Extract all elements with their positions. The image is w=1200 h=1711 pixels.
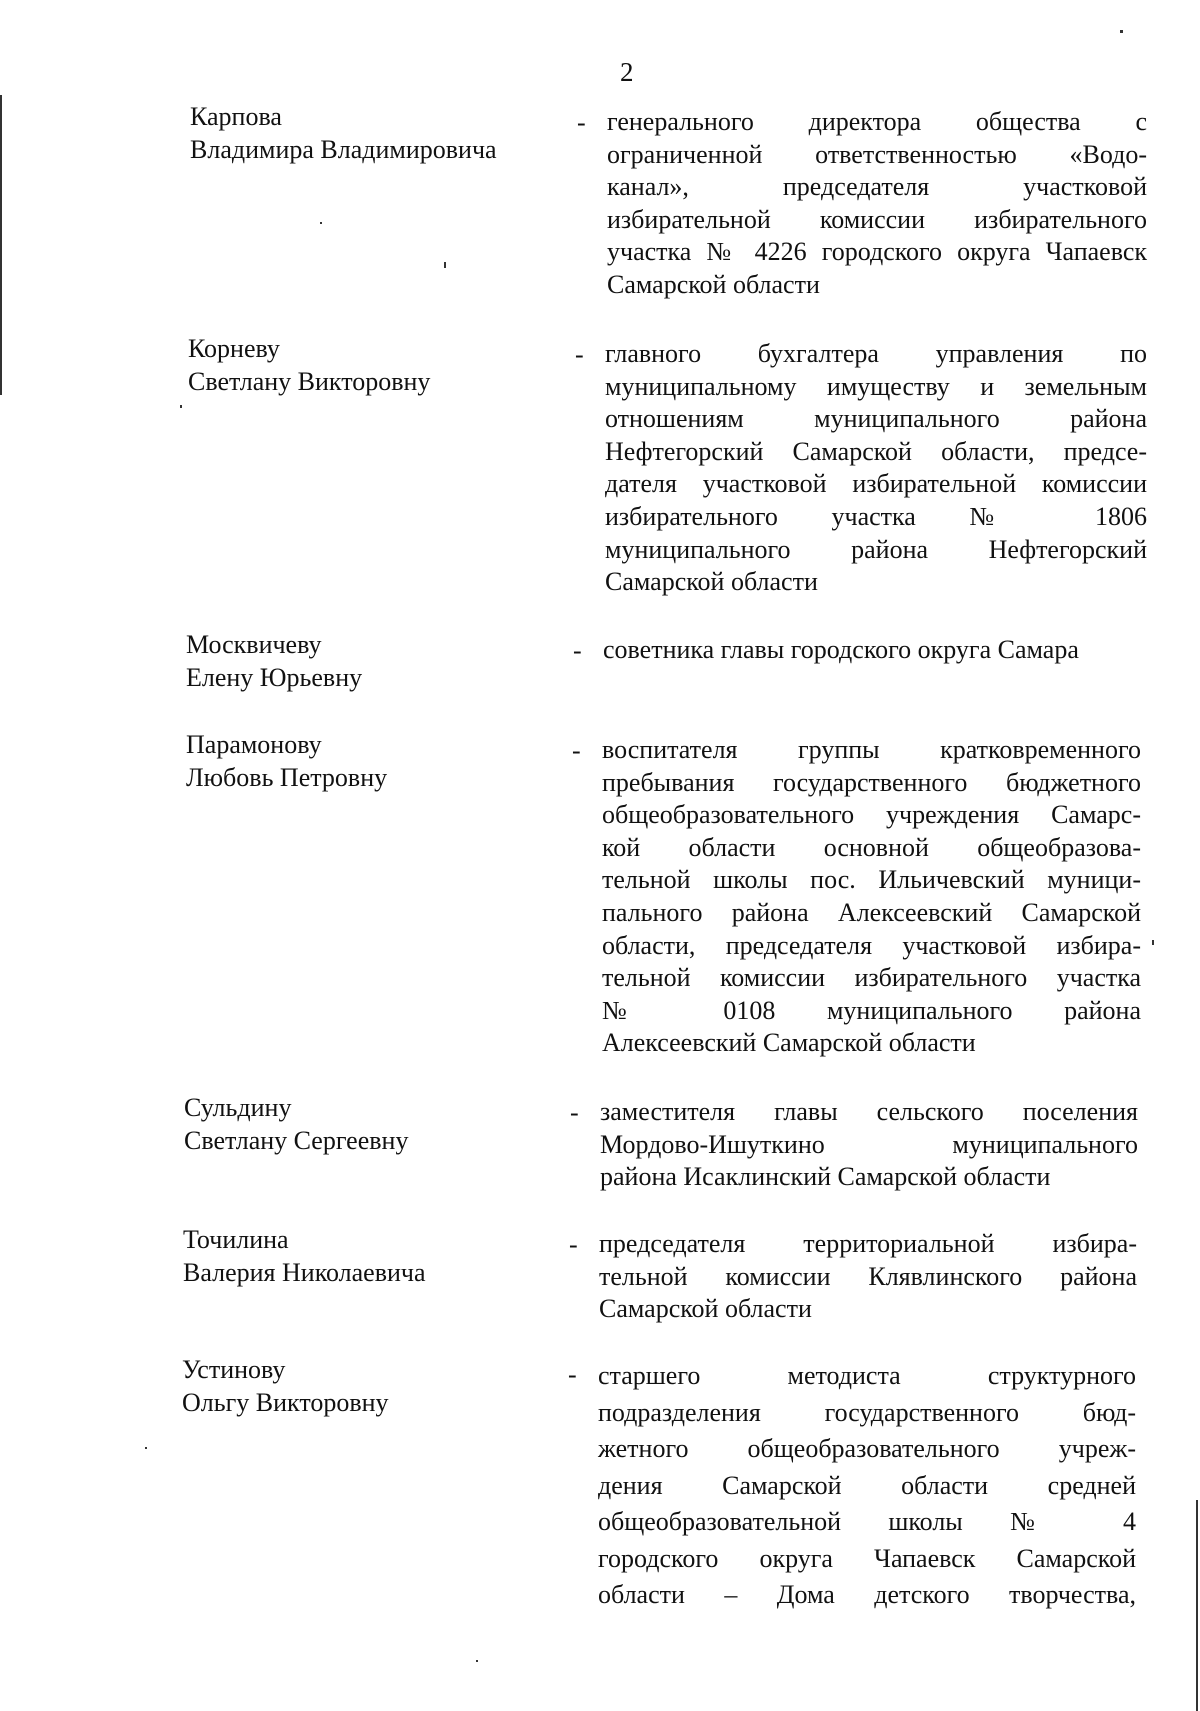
dash-separator: - xyxy=(573,636,582,665)
appointee-name xyxy=(183,1223,426,1289)
position-line: тельной комиссии Клявлинского района xyxy=(599,1261,1137,1291)
appointee-name xyxy=(190,100,497,166)
position-line: председателя территориальной избира- xyxy=(599,1229,1137,1258)
position-line: пального района Алексеевский Самарской xyxy=(602,897,1141,927)
surname: Парамонову xyxy=(186,730,322,759)
surname: Корневу xyxy=(188,334,280,363)
position-line: муниципального района Нефтегорский xyxy=(605,534,1147,564)
surname: Карпова xyxy=(190,102,282,131)
given-names: Светлану Сергеевну xyxy=(184,1126,409,1155)
position-line: участка № 4226 городского округа Чапаевск xyxy=(607,237,1147,267)
appointee-name xyxy=(186,728,387,794)
appointee-name xyxy=(182,1353,389,1419)
position-line: Самарской области xyxy=(607,269,820,299)
position-line: общеобразовательного учреждения Самарс- xyxy=(602,800,1141,830)
appointee-position xyxy=(605,338,1147,599)
given-names: Елену Юрьевну xyxy=(186,663,363,692)
scan-speck xyxy=(444,262,446,268)
dash-separator: - xyxy=(572,736,581,765)
scan-speck xyxy=(1120,30,1123,33)
given-names: Светлану Викторовну xyxy=(188,367,431,396)
dash-separator: - xyxy=(570,1098,579,1127)
position-line: муниципальному имуществу и земельным xyxy=(605,371,1147,401)
position-line: области, председателя участковой избира- xyxy=(602,930,1141,960)
given-names: Любовь Петровну xyxy=(186,763,388,792)
appointee-position xyxy=(607,106,1147,302)
position-line: пребывания государственного бюджетного xyxy=(602,767,1141,797)
given-names: Владимира Владимировича xyxy=(190,135,497,164)
position-line: ограниченной ответственностью «Водо- xyxy=(607,139,1147,169)
position-line: избирательного участка № 1806 xyxy=(605,501,1147,531)
position-line: отношениям муниципального района xyxy=(605,404,1147,434)
position-line: Самарской области xyxy=(599,1294,812,1324)
surname: Сульдину xyxy=(184,1093,292,1122)
position-line: избирательной комиссии избирательного xyxy=(607,204,1147,234)
position-line: дения Самарской области средней xyxy=(598,1470,1136,1500)
position-line: старшего методиста структурного xyxy=(598,1361,1136,1390)
appointee-name xyxy=(188,332,430,398)
page-number: 2 xyxy=(620,57,634,87)
position-line: Алексеевский Самарской области xyxy=(602,1028,976,1058)
appointee-position xyxy=(603,634,1143,667)
dash-separator: - xyxy=(568,1360,577,1389)
scan-edge-line xyxy=(1196,1500,1198,1711)
position-line: дателя участковой избирательной комиссии xyxy=(605,469,1147,499)
scan-speck xyxy=(180,405,182,408)
position-line: советника главы городского округа Самара xyxy=(603,635,1079,664)
position-line: Самарской области xyxy=(605,567,818,597)
appointee-name xyxy=(184,1091,408,1157)
appointee-position xyxy=(599,1228,1137,1326)
scan-speck xyxy=(320,222,322,224)
position-line: подразделения государственного бюд- xyxy=(598,1397,1136,1427)
scan-speck xyxy=(145,1447,147,1449)
position-line: общеобразовательной школы № 4 xyxy=(598,1507,1136,1536)
dash-separator: - xyxy=(575,340,584,369)
scan-edge-line xyxy=(0,95,2,395)
position-line: главного бухгалтера управления по xyxy=(605,339,1147,368)
given-names: Валерия Николаевича xyxy=(183,1258,426,1287)
position-line: Мордово-Ишуткино муниципального xyxy=(600,1129,1138,1159)
surname: Устинову xyxy=(182,1355,286,1384)
surname: Точилина xyxy=(183,1225,289,1254)
dash-separator: - xyxy=(577,108,586,137)
position-line: генерального директора общества с xyxy=(607,107,1147,136)
position-line: тельной школы пос. Ильичевский муници- xyxy=(602,865,1141,895)
position-line: области – Дома детского творчества, xyxy=(598,1580,1136,1609)
appointee-name xyxy=(186,628,362,694)
position-line: тельной комиссии избирательного участка xyxy=(602,963,1141,993)
position-line: № 0108 муниципального района xyxy=(602,995,1141,1025)
position-line: района Исаклинский Самарской области xyxy=(600,1162,1051,1192)
position-line: жетного общеобразовательного учреж- xyxy=(598,1434,1136,1463)
position-line: городского округа Чапаевск Самарской xyxy=(598,1543,1136,1573)
position-line: воспитателя группы кратковременного xyxy=(602,735,1141,764)
appointee-position xyxy=(598,1358,1136,1614)
given-names: Ольгу Викторовну xyxy=(182,1388,389,1417)
appointee-position xyxy=(602,734,1141,1060)
surname: Москвичеву xyxy=(186,630,322,659)
scan-speck xyxy=(1152,940,1154,945)
appointee-position xyxy=(600,1096,1138,1194)
position-line: канал», председателя участковой xyxy=(607,172,1147,202)
dash-separator: - xyxy=(569,1230,578,1259)
position-line: заместителя главы сельского поселения xyxy=(600,1097,1138,1126)
scan-speck xyxy=(476,1660,478,1662)
position-line: кой области основной общеобразова- xyxy=(602,832,1141,862)
position-line: Нефтегорский Самарской области, предсе- xyxy=(605,436,1147,466)
